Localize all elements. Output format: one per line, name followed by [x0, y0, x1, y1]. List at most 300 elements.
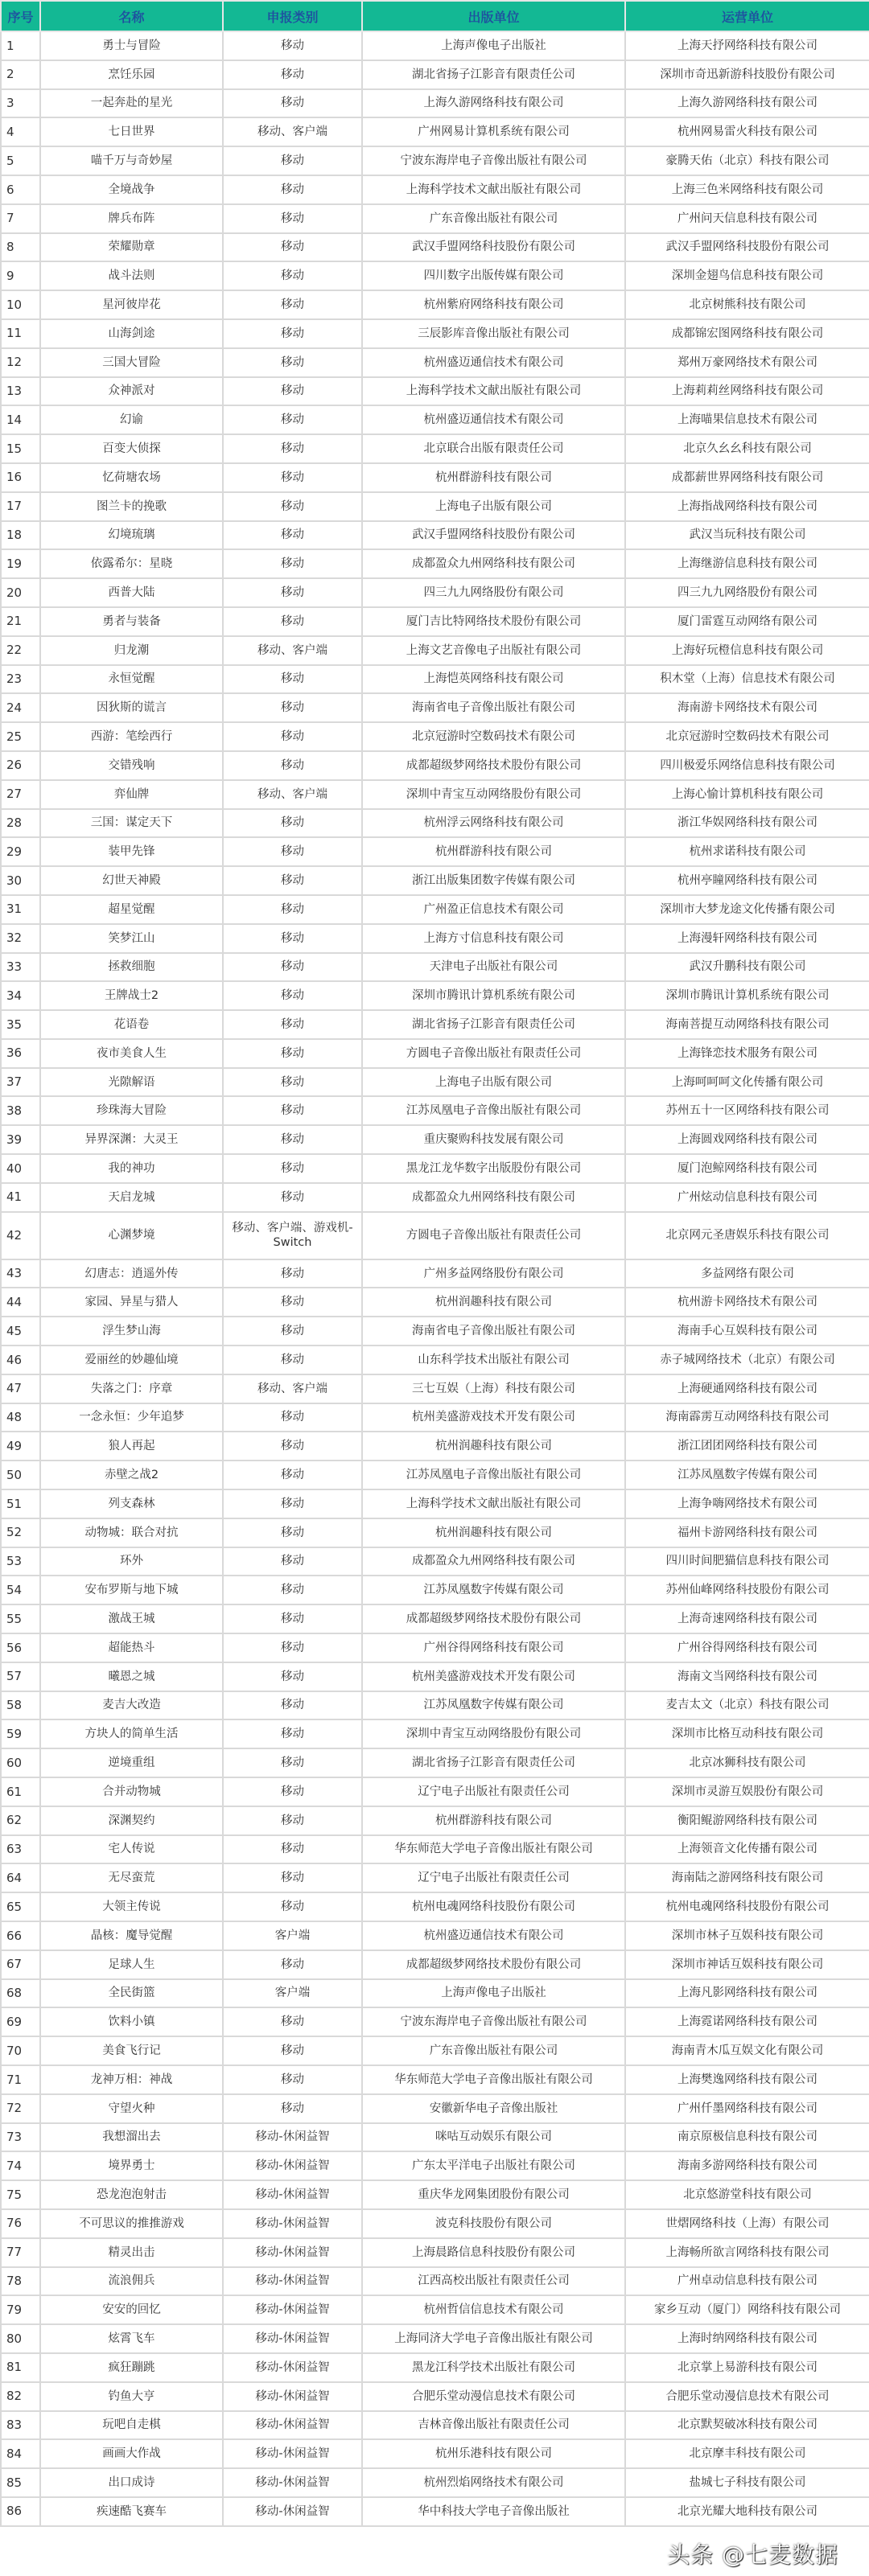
cell-operator: 上海呵呵呵文化传播有限公司 — [625, 1068, 869, 1097]
cell-operator: 赤子城网络技术（北京）有限公司 — [625, 1346, 869, 1374]
table-header-row — [1, 1, 869, 31]
cell-operator: 上海久游网络科技有限公司 — [625, 89, 869, 118]
watermark: 头条 @七麦数据 — [667, 2541, 838, 2568]
cell-index: 83 — [1, 2411, 40, 2440]
cell-publisher: 山东科学技术出版社有限公司 — [362, 1346, 625, 1374]
cell-publisher: 合肥乐堂动漫信息技术有限公司 — [362, 2382, 625, 2411]
cell-index: 45 — [1, 1317, 40, 1346]
table-row — [1, 1547, 869, 1576]
cell-publisher: 上海电子出版有限公司 — [362, 1068, 625, 1097]
cell-index: 1 — [1, 31, 40, 60]
cell-index: 12 — [1, 348, 40, 377]
cell-operator: 杭州网易雷火科技有限公司 — [625, 117, 869, 146]
cell-index: 27 — [1, 780, 40, 809]
cell-category: 移动 — [223, 2065, 362, 2094]
cell-operator: 深圳市腾讯计算机系统有限公司 — [625, 981, 869, 1010]
cell-publisher: 杭州电魂网络科技股份有限公司 — [362, 1892, 625, 1921]
cell-category: 移动 — [223, 1719, 362, 1748]
table-row — [1, 607, 869, 636]
cell-category: 移动-休闲益智 — [223, 2411, 362, 2440]
cell-index: 34 — [1, 981, 40, 1010]
cell-name: 一起奔赴的星光 — [40, 89, 223, 118]
cell-category: 移动 — [223, 924, 362, 953]
cell-index: 69 — [1, 2007, 40, 2036]
cell-index: 13 — [1, 377, 40, 406]
cell-category: 移动 — [223, 146, 362, 175]
table-row — [1, 2468, 869, 2497]
cell-category: 移动 — [223, 1547, 362, 1576]
table-row — [1, 2036, 869, 2065]
cell-operator: 浙江华娱网络科技有限公司 — [625, 809, 869, 838]
cell-name: 饮料小镇 — [40, 2007, 223, 2036]
table-row — [1, 1096, 869, 1125]
cell-category: 移动 — [223, 1633, 362, 1662]
cell-operator: 多益网络有限公司 — [625, 1259, 869, 1288]
cell-publisher: 浙江出版集团数字传媒有限公司 — [362, 866, 625, 895]
table-row — [1, 1777, 869, 1806]
cell-index: 81 — [1, 2353, 40, 2382]
cell-category: 移动 — [223, 1863, 362, 1892]
cell-operator: 深圳金翅鸟信息科技有限公司 — [625, 261, 869, 290]
table-row — [1, 463, 869, 492]
cell-publisher: 上海方寸信息科技有限公司 — [362, 924, 625, 953]
table-row — [1, 1719, 869, 1748]
cell-index: 16 — [1, 463, 40, 492]
cell-category: 移动 — [223, 1403, 362, 1432]
cell-publisher: 北京联合出版有限责任公司 — [362, 434, 625, 463]
cell-publisher: 广州多益网络股份有限公司 — [362, 1259, 625, 1288]
table-row — [1, 233, 869, 262]
cell-category: 移动 — [223, 463, 362, 492]
cell-category: 移动 — [223, 1154, 362, 1183]
cell-name: 全民街篮 — [40, 1979, 223, 2008]
cell-operator: 广州问天信息科技有限公司 — [625, 204, 869, 233]
cell-index: 41 — [1, 1183, 40, 1212]
cell-index: 3 — [1, 89, 40, 118]
cell-operator: 世熠网络科技（上海）有限公司 — [625, 2209, 869, 2238]
cell-index: 65 — [1, 1892, 40, 1921]
cell-name: 异界深渊：大灵王 — [40, 1125, 223, 1154]
cell-category: 移动 — [223, 1691, 362, 1720]
cell-name: 因狄斯的谎言 — [40, 693, 223, 722]
cell-publisher: 杭州盛迈通信技术有限公司 — [362, 405, 625, 434]
cell-operator: 积木堂（上海）信息技术有限公司 — [625, 665, 869, 694]
cell-operator: 北京摩丰科技有限公司 — [625, 2439, 869, 2468]
cell-category: 移动-休闲益智 — [223, 2439, 362, 2468]
table-row — [1, 2151, 869, 2180]
cell-category: 移动-休闲益智 — [223, 2238, 362, 2267]
table-row — [1, 1346, 869, 1374]
cell-index: 32 — [1, 924, 40, 953]
cell-index: 60 — [1, 1748, 40, 1777]
cell-name: 合并动物城 — [40, 1777, 223, 1806]
cell-publisher: 重庆聚购科技发展有限公司 — [362, 1125, 625, 1154]
cell-category: 移动 — [223, 434, 362, 463]
header-category: 申报类别 — [223, 1, 362, 31]
cell-name: 珍珠海大冒险 — [40, 1096, 223, 1125]
cell-publisher: 湖北省扬子江影音有限责任公司 — [362, 60, 625, 89]
cell-publisher: 深圳中青宝互动网络股份有限公司 — [362, 780, 625, 809]
cell-name: 我的神功 — [40, 1154, 223, 1183]
table-row — [1, 2295, 869, 2324]
cell-name: 美食飞行记 — [40, 2036, 223, 2065]
table-row — [1, 2353, 869, 2382]
cell-name: 疯狂蹦跳 — [40, 2353, 223, 2382]
cell-publisher: 海南省电子音像出版社有限公司 — [362, 693, 625, 722]
cell-index: 29 — [1, 837, 40, 866]
cell-publisher: 广东音像出版社有限公司 — [362, 204, 625, 233]
cell-publisher: 上海科学技术文献出版社有限公司 — [362, 377, 625, 406]
table-row — [1, 1183, 869, 1212]
cell-publisher: 咪咕互动娱乐有限公司 — [362, 2123, 625, 2152]
table-row — [1, 1432, 869, 1461]
table-row — [1, 204, 869, 233]
table-row — [1, 1212, 869, 1259]
cell-operator: 北京冠游时空数码技术有限公司 — [625, 722, 869, 751]
cell-name: 守望火种 — [40, 2094, 223, 2123]
cell-operator: 上海樊逸网络科技有限公司 — [625, 2065, 869, 2094]
table-row — [1, 636, 869, 665]
cell-publisher: 上海文艺音像电子出版社有限公司 — [362, 636, 625, 665]
cell-category: 移动 — [223, 693, 362, 722]
cell-operator: 成都薪世界网络科技有限公司 — [625, 463, 869, 492]
cell-publisher: 上海科学技术文献出版社有限公司 — [362, 1489, 625, 1518]
cell-category: 移动 — [223, 1777, 362, 1806]
table-row — [1, 2065, 869, 2094]
cell-publisher: 杭州润趣科技有限公司 — [362, 1518, 625, 1547]
table-row — [1, 319, 869, 348]
cell-name: 幻境琉璃 — [40, 521, 223, 550]
cell-index: 9 — [1, 261, 40, 290]
cell-name: 出口成诗 — [40, 2468, 223, 2497]
cell-name: 激战王城 — [40, 1604, 223, 1633]
cell-category: 移动 — [223, 175, 362, 204]
cell-operator: 广州炫动信息科技有限公司 — [625, 1183, 869, 1212]
cell-operator: 上海三色米网络科技有限公司 — [625, 175, 869, 204]
cell-operator: 北京冰狮科技有限公司 — [625, 1748, 869, 1777]
cell-category: 移动-休闲益智 — [223, 2123, 362, 2152]
cell-name: 勇者与装备 — [40, 607, 223, 636]
cell-operator: 广州谷得网络科技有限公司 — [625, 1633, 869, 1662]
cell-index: 85 — [1, 2468, 40, 2497]
cell-operator: 武汉手盟网络科技股份有限公司 — [625, 233, 869, 262]
cell-index: 36 — [1, 1039, 40, 1068]
cell-operator: 豪腾天佑（北京）科技有限公司 — [625, 146, 869, 175]
cell-name: 流浪佣兵 — [40, 2267, 223, 2296]
cell-publisher: 湖北省扬子江影音有限责任公司 — [362, 1010, 625, 1039]
table-row — [1, 1604, 869, 1633]
cell-category: 移动-休闲益智 — [223, 2295, 362, 2324]
cell-publisher: 杭州润趣科技有限公司 — [362, 1288, 625, 1317]
cell-name: 一念永恒：少年追梦 — [40, 1403, 223, 1432]
cell-index: 31 — [1, 895, 40, 924]
cell-name: 深渊契约 — [40, 1806, 223, 1835]
cell-category: 移动 — [223, 492, 362, 521]
cell-category: 移动 — [223, 1096, 362, 1125]
table-row — [1, 2267, 869, 2296]
cell-index: 20 — [1, 578, 40, 607]
cell-name: 三国：谋定天下 — [40, 809, 223, 838]
cell-index: 49 — [1, 1432, 40, 1461]
cell-category: 移动 — [223, 1662, 362, 1691]
cell-publisher: 波克科技股份有限公司 — [362, 2209, 625, 2238]
cell-index: 71 — [1, 2065, 40, 2094]
cell-index: 18 — [1, 521, 40, 550]
table-row — [1, 1835, 869, 1864]
cell-category: 移动 — [223, 377, 362, 406]
cell-operator: 杭州电魂网络科技股份有限公司 — [625, 1892, 869, 1921]
cell-name: 王牌战士2 — [40, 981, 223, 1010]
cell-name: 荣耀勋章 — [40, 233, 223, 262]
cell-operator: 上海时纳网络科技有限公司 — [625, 2324, 869, 2353]
table-row — [1, 693, 869, 722]
cell-index: 24 — [1, 693, 40, 722]
cell-category: 移动 — [223, 1950, 362, 1979]
cell-operator: 浙江团团网络科技有限公司 — [625, 1432, 869, 1461]
cell-publisher: 三辰影库音像出版社有限公司 — [362, 319, 625, 348]
cell-publisher: 辽宁电子出版社有限责任公司 — [362, 1863, 625, 1892]
table-row — [1, 2123, 869, 2152]
cell-index: 23 — [1, 665, 40, 694]
cell-index: 44 — [1, 1288, 40, 1317]
table-row — [1, 60, 869, 89]
cell-operator: 上海继游信息科技有限公司 — [625, 549, 869, 578]
cell-category: 移动 — [223, 204, 362, 233]
cell-index: 82 — [1, 2382, 40, 2411]
cell-publisher: 上海声像电子出版社 — [362, 31, 625, 60]
cell-name: 心渊梦境 — [40, 1212, 223, 1259]
table-row — [1, 780, 869, 809]
cell-index: 7 — [1, 204, 40, 233]
cell-operator: 海南文当网络科技有限公司 — [625, 1662, 869, 1691]
cell-category: 移动-休闲益智 — [223, 2180, 362, 2209]
cell-category: 移动 — [223, 837, 362, 866]
cell-name: 不可思议的推推游戏 — [40, 2209, 223, 2238]
cell-name: 超能热斗 — [40, 1633, 223, 1662]
cell-operator: 盐城七子科技有限公司 — [625, 2468, 869, 2497]
cell-category: 移动、客户端 — [223, 636, 362, 665]
cell-index: 38 — [1, 1096, 40, 1125]
cell-category: 移动 — [223, 89, 362, 118]
cell-index: 48 — [1, 1403, 40, 1432]
cell-name: 交错残响 — [40, 751, 223, 780]
cell-publisher: 黑龙江龙华数字出版股份有限公司 — [362, 1154, 625, 1183]
header-publisher: 出版单位 — [362, 1, 625, 31]
table-row — [1, 924, 869, 953]
cell-category: 移动 — [223, 60, 362, 89]
cell-index: 62 — [1, 1806, 40, 1835]
cell-name: 归龙潮 — [40, 636, 223, 665]
cell-publisher: 上海恺英网络科技有限公司 — [362, 665, 625, 694]
cell-category: 移动-休闲益智 — [223, 2497, 362, 2526]
cell-operator: 广州仟墨网络科技有限公司 — [625, 2094, 869, 2123]
cell-publisher: 成都超级梦网络技术股份有限公司 — [362, 1950, 625, 1979]
cell-index: 68 — [1, 1979, 40, 2008]
cell-operator: 北京光耀大地科技有限公司 — [625, 2497, 869, 2526]
cell-operator: 厦门雷霆互动网络有限公司 — [625, 607, 869, 636]
cell-publisher: 杭州盛迈通信技术有限公司 — [362, 348, 625, 377]
cell-category: 移动 — [223, 261, 362, 290]
cell-publisher: 成都盈众九州网络科技有限公司 — [362, 549, 625, 578]
cell-publisher: 江苏凤凰数字传媒有限公司 — [362, 1691, 625, 1720]
cell-category: 移动 — [223, 751, 362, 780]
cell-index: 76 — [1, 2209, 40, 2238]
cell-operator: 海南青木瓜互娱文化有限公司 — [625, 2036, 869, 2065]
table-row — [1, 31, 869, 60]
cell-index: 17 — [1, 492, 40, 521]
cell-category: 移动 — [223, 319, 362, 348]
cell-category: 移动 — [223, 1346, 362, 1374]
cell-operator: 深圳市大梦龙途文化传播有限公司 — [625, 895, 869, 924]
cell-name: 曦恩之城 — [40, 1662, 223, 1691]
cell-index: 46 — [1, 1346, 40, 1374]
table-row — [1, 1125, 869, 1154]
table-row — [1, 492, 869, 521]
table-row — [1, 895, 869, 924]
cell-publisher: 黑龙江科学技术出版社有限公司 — [362, 2353, 625, 2382]
cell-category: 移动 — [223, 1835, 362, 1864]
cell-index: 72 — [1, 2094, 40, 2123]
cell-index: 8 — [1, 233, 40, 262]
cell-name: 拯救细胞 — [40, 953, 223, 982]
cell-name: 弈仙牌 — [40, 780, 223, 809]
cell-category: 移动、客户端、游戏机-Switch — [223, 1212, 362, 1259]
cell-name: 夜市美食人生 — [40, 1039, 223, 1068]
table-row — [1, 290, 869, 319]
table-row — [1, 1979, 869, 2008]
table-row — [1, 2209, 869, 2238]
cell-index: 4 — [1, 117, 40, 146]
cell-operator: 武汉升鹏科技有限公司 — [625, 953, 869, 982]
table-row — [1, 261, 869, 290]
cell-name: 疾速酷飞赛车 — [40, 2497, 223, 2526]
cell-name: 逆境重组 — [40, 1748, 223, 1777]
cell-name: 众神派对 — [40, 377, 223, 406]
cell-name: 幻唐志：逍遥外传 — [40, 1259, 223, 1288]
cell-category: 移动 — [223, 2036, 362, 2065]
cell-name: 笑梦江山 — [40, 924, 223, 953]
cell-publisher: 华东师范大学电子音像出版社有限公司 — [362, 2065, 625, 2094]
table-row — [1, 2324, 869, 2353]
cell-publisher: 杭州美盛游戏技术开发有限公司 — [362, 1662, 625, 1691]
cell-operator: 成都锦宏图网络科技有限公司 — [625, 319, 869, 348]
table-row — [1, 1288, 869, 1317]
table-row — [1, 2238, 869, 2267]
cell-operator: 海南多游网络科技有限公司 — [625, 2151, 869, 2180]
cell-category: 移动-休闲益智 — [223, 2324, 362, 2353]
cell-category: 移动、客户端 — [223, 117, 362, 146]
cell-name: 烹饪乐园 — [40, 60, 223, 89]
cell-publisher: 江苏凤凰电子音像出版社有限公司 — [362, 1461, 625, 1489]
cell-publisher: 广州网易计算机系统有限公司 — [362, 117, 625, 146]
table-row — [1, 751, 869, 780]
cell-category: 移动 — [223, 1518, 362, 1547]
cell-name: 超星觉醒 — [40, 895, 223, 924]
cell-operator: 上海心愉计算机科技有限公司 — [625, 780, 869, 809]
cell-name: 西普大陆 — [40, 578, 223, 607]
cell-index: 55 — [1, 1604, 40, 1633]
table-row — [1, 2382, 869, 2411]
cell-index: 84 — [1, 2439, 40, 2468]
table-row — [1, 1010, 869, 1039]
table-row — [1, 1489, 869, 1518]
cell-category: 移动 — [223, 1010, 362, 1039]
cell-name: 狼人再起 — [40, 1432, 223, 1461]
cell-name: 动物城：联合对抗 — [40, 1518, 223, 1547]
cell-category: 移动 — [223, 2094, 362, 2123]
cell-category: 移动 — [223, 665, 362, 694]
cell-name: 家园、异星与猎人 — [40, 1288, 223, 1317]
table-row — [1, 1154, 869, 1183]
table-row — [1, 1691, 869, 1720]
cell-name: 麦吉大改造 — [40, 1691, 223, 1720]
cell-operator: 上海凡影网络科技有限公司 — [625, 1979, 869, 2008]
cell-index: 50 — [1, 1461, 40, 1489]
cell-operator: 上海天抒网络科技有限公司 — [625, 31, 869, 60]
cell-index: 75 — [1, 2180, 40, 2209]
cell-operator: 北京悠游堂科技有限公司 — [625, 2180, 869, 2209]
cell-publisher: 上海声像电子出版社 — [362, 1979, 625, 2008]
cell-index: 15 — [1, 434, 40, 463]
cell-category: 移动 — [223, 1576, 362, 1604]
cell-category: 移动 — [223, 1461, 362, 1489]
cell-index: 2 — [1, 60, 40, 89]
cell-operator: 上海霓诺网络科技有限公司 — [625, 2007, 869, 2036]
cell-publisher: 武汉手盟网络科技股份有限公司 — [362, 233, 625, 262]
cell-name: 图兰卡的挽歌 — [40, 492, 223, 521]
cell-publisher: 宁波东海岸电子音像出版社有限公司 — [362, 146, 625, 175]
cell-name: 方块人的简单生活 — [40, 1719, 223, 1748]
cell-index: 35 — [1, 1010, 40, 1039]
cell-index: 33 — [1, 953, 40, 982]
cell-category: 移动 — [223, 1432, 362, 1461]
cell-publisher: 北京冠游时空数码技术有限公司 — [362, 722, 625, 751]
cell-name: 全境战争 — [40, 175, 223, 204]
cell-operator: 厦门泡鲸网络科技有限公司 — [625, 1154, 869, 1183]
cell-category: 移动-休闲益智 — [223, 2209, 362, 2238]
cell-index: 79 — [1, 2295, 40, 2324]
cell-category: 移动 — [223, 290, 362, 319]
cell-publisher: 吉林音像出版社有限责任公司 — [362, 2411, 625, 2440]
cell-operator: 海南手心互娱科技有限公司 — [625, 1317, 869, 1346]
cell-category: 移动 — [223, 578, 362, 607]
cell-index: 11 — [1, 319, 40, 348]
cell-operator: 杭州亭瞳网络科技有限公司 — [625, 866, 869, 895]
cell-operator: 苏州仙峰网络科技股份有限公司 — [625, 1576, 869, 1604]
cell-publisher: 深圳中青宝互动网络股份有限公司 — [362, 1719, 625, 1748]
cell-category: 客户端 — [223, 1979, 362, 2008]
cell-name: 花语卷 — [40, 1010, 223, 1039]
cell-name: 装甲先锋 — [40, 837, 223, 866]
cell-publisher: 广州谷得网络科技有限公司 — [362, 1633, 625, 1662]
cell-index: 42 — [1, 1212, 40, 1259]
cell-name: 赤壁之战2 — [40, 1461, 223, 1489]
cell-operator: 深圳市灵游互娱股份有限公司 — [625, 1777, 869, 1806]
cell-name: 战斗法则 — [40, 261, 223, 290]
cell-operator: 衡阳鲲游网络科技有限公司 — [625, 1806, 869, 1835]
cell-index: 57 — [1, 1662, 40, 1691]
cell-publisher: 厦门吉比特网络技术股份有限公司 — [362, 607, 625, 636]
cell-publisher: 深圳市腾讯计算机系统有限公司 — [362, 981, 625, 1010]
cell-operator: 上海指战网络科技有限公司 — [625, 492, 869, 521]
cell-operator: 深圳市比格互动科技有限公司 — [625, 1719, 869, 1748]
cell-category: 移动 — [223, 895, 362, 924]
cell-name: 勇士与冒险 — [40, 31, 223, 60]
cell-operator: 杭州求诺科技有限公司 — [625, 837, 869, 866]
cell-category: 移动 — [223, 722, 362, 751]
table-row — [1, 2094, 869, 2123]
cell-operator: 北京默契破冰科技有限公司 — [625, 2411, 869, 2440]
